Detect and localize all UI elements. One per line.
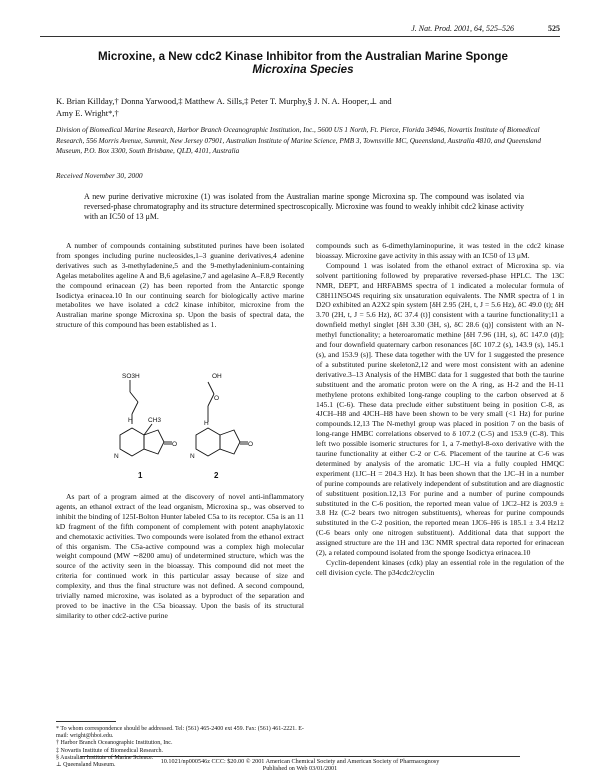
n-label-2: N <box>190 453 195 460</box>
page-number: 525 <box>548 24 560 33</box>
running-header <box>40 24 560 36</box>
affiliations: Division of Biomedical Marine Research, Harbor Branch Oceanographic Institution, Inc., 5600 US 1 North, Ft. Pierce, Florida 34946, Novartis Institute of Biomedical Research, 556 Morris Avenue, Summit, New Jersey 07901, Australian Institute of Marine Science, PMB 3, Townsville MC, Queensland, Australia 4810, and Queensland Museum, P.O. Box 3300, South Brisbane, QLD, 4101, Australia <box>56 126 541 155</box>
published-line: Published on Web 03/01/2001 <box>262 765 338 773</box>
cdk-paragraph: Cyclin-dependent kinases (cdk) play an essential role in the regulation of the cell division cycle. The p34cdc2/cyclin <box>316 558 564 577</box>
structure-figure <box>102 366 252 488</box>
journal-citation: J. Nat. Prod. 2001, 64, 525–526 <box>411 24 514 33</box>
oxo-label-2: O <box>248 441 254 448</box>
footnote-museum: ⊥ Queensland Museum. <box>56 762 116 769</box>
footnote-hboi: † Harbor Branch Oceanographic Institution, Inc. <box>56 740 173 747</box>
title-line-2: Microxina Species <box>252 63 354 76</box>
authors-line-2: Amy E. Wright*,† <box>56 108 119 118</box>
oh-group: OH <box>212 373 222 380</box>
footnote-aims: § Australian Institute of Marine Science. <box>56 754 154 761</box>
methyl-label: CH3 <box>148 417 162 424</box>
n-label-1: N <box>114 453 119 460</box>
right-column <box>316 241 564 578</box>
page-footer <box>80 756 520 773</box>
received-date: Received November 30, 2000 <box>56 171 143 180</box>
footnote-correspondence: * To whom correspondence should be addressed. Tel: (561) 465-2400 ext 459. Fax: (561) 461-2221. E-mail: wright@hboi.edu. <box>56 726 304 740</box>
header-rule <box>40 36 560 37</box>
carbonyl-label: O <box>214 395 220 402</box>
so3h-group: SO3H <box>122 373 140 380</box>
bioassay-paragraph: As part of a program aimed at the discovery of novel anti-inflammatory agents, an ethanol extract of the lead organism, Microxina sp., was observed to inhibit the binding of 125I-Bolton Hunter labeled C5a to its receptor. C5a is an 11 kD fragment of the fifth component of complement with potent anaphylatoxic and chemotaxic activities. Two compounds were isolated from the ethanol extract of this organism. The C5a-active compound was a complex high molecular weight compound (MW ∼8200 amu) of undetermined structure, which was the source of the activity seen in the bioassay. This compound did not meet the criteria for continued work in this particular assay because of size and complexity, and thus the final structure was not defined. A second compound, trivially named microxine, was isolated as a byproduct of the separation and proved to be inactive in the C5a bioassay. Upon the basis of its structural similarity to other cdc2-active purine <box>56 492 304 620</box>
authors-line-1: K. Brian Killday,† Donna Yarwood,‡ Matthew A. Sills,‡ Peter T. Murphy,§ J. N. A. Hooper,⊥ and <box>56 96 392 106</box>
left-column-bottom <box>56 492 304 621</box>
footnote-rule <box>56 721 116 722</box>
compound-1-label: 1 <box>138 471 143 480</box>
title-line-1: Microxine, a New cdc2 Kinase Inhibitor from the Australian Marine Sponge <box>98 50 508 63</box>
continuation-paragraph: compounds such as 6-dimethylaminopurine, it was tested in the cdc2 kinase bioassay. Microxine gave activity in this assay with an IC50 of 13 μM. <box>316 241 564 260</box>
nh-label-1: H <box>128 417 133 424</box>
intro-paragraph: A number of compounds containing substituted purines have been isolated from sponges including purine nucleosides,1–3 guanine derivatives,4 adenine derivatives such as 3-methyladenine,5 and the 9-methyladeninium-containing Agelas metabolites ageline A and B,6 agelasine,7 and agelasine A–F.8,9 Recently the compound erinacean (2) has been reported from the Antarctic sponge Isodictya erinacea.10 In our continuing search for biologically active marine metabolites we have isolated a cdc2 kinase inhibitor, microxine from the Australian marine sponge Microxina sp. Upon the basis of spectral data, the structure of this compound has been established as 1. <box>56 241 304 330</box>
structure-elucidation-paragraph: Compound 1 was isolated from the ethanol extract of Microxina sp. via solvent partitioning followed by preparative reversed-phase HPLC. The 13C NMR, DEPT, and HRFABMS spectra of 1 indicated a molecular formula of C8H11N5O4S requiring six unsaturation equivalents. The NMR spectra of 1 in D2O exhibited an A2X2 spin system [δH 2.95 (2H, t, J = 5.6 Hz), δC 49.0 (t); δH 3.70 (2H, t, J = 5.6 Hz), δC 37.4 (t)] consistent with a taurine functionality;11 a downfield methyl singlet [δH 3.30 (3H, s), δC 28.6 (q)] consistent with an N-methyl functionality; a heteroaromatic methine [δH 7.96 (1H, s), δC 147.0 (d)]; and four downfield quaternary carbon resonances [δC 107.2 (s), 143.9 (s), 145.1 (s), and 153.9 (s)]. These data together with the UV for 1 suggested the presence of a substituted purine skeleton2,12 and were most consistent with an adenine derivative.3–13 Analysis of the HMBC data for 1 suggested that both the taurine substituent and the aromatic proton were on the A ring, as H-2 and the H-11 methylene protons exhibited long-range coupling to the carbon observed at δ 145.1 (C-6). These data preclude either substituent being in position C-8, as 4JCH–H8 and 4JCH–H8 have been shown to be very small (<1 Hz) for purine compounds.12,13 The N-methyl group was placed in position 7 on the basis of long-range HMBC correlations observed to δ 107.2 (C-5) and 153.9 (C-8). This left two possible isomeric structures for 1, a 7-methyl-8-oxo derivative with the taurine functionality at either C-2 or C-6. Placement of the taurine at C-6 was determined by analysis of the aromatic 1JC–H via a fully coupled HMQC experiment (1JC–H = 204.3 Hz). It has been shown that the 1JC–H in a number of purine compounds are relatively independent of substitution and are diagnostic of substituent position.12,13 For purine and a number of purine compounds substituted in the C-6 position, the reported mean value of 1JC2–H2 is 203.9 ± 3.8 Hz (C-2 bears two nitrogen substituents), whereas for purine compounds substituted in the C-2 position, the reported mean 1JC6–H6 is 185.1 ± 3.4 Hz12 (C-6 bears only one nitrogen substituent). Additional data that support the assigned structure are the 1H and 13C NMR spectral data reported for erinacean (2), a related compound isolated from the sponge Isodictya erinacea.10 <box>316 260 564 558</box>
compound-2-label: 2 <box>214 471 219 480</box>
oxo-label-1: O <box>172 441 178 448</box>
chemical-structures <box>102 366 252 488</box>
nh-label-2: H <box>204 420 209 427</box>
abstract: A new purine derivative microxine (1) was isolated from the Australian marine sponge Microxina sp. The compound was isolated via reversed-phase chromatography and its structure determined spectroscopically. Microxine was found to weakly inhibit cdc2 kinase activity with an IC50 of 13 μM. <box>84 192 524 222</box>
article-title <box>68 50 538 76</box>
footer-rule <box>80 756 520 757</box>
left-column-top <box>56 241 304 330</box>
footnote-novartis: ‡ Novartis Institute of Biomedical Research. <box>56 747 163 754</box>
author-list <box>56 95 556 119</box>
doi-line: 10.1021/np000546z CCC: $20.00 © 2001 American Chemical Society and American Society of Pharmacognosy <box>160 758 440 765</box>
